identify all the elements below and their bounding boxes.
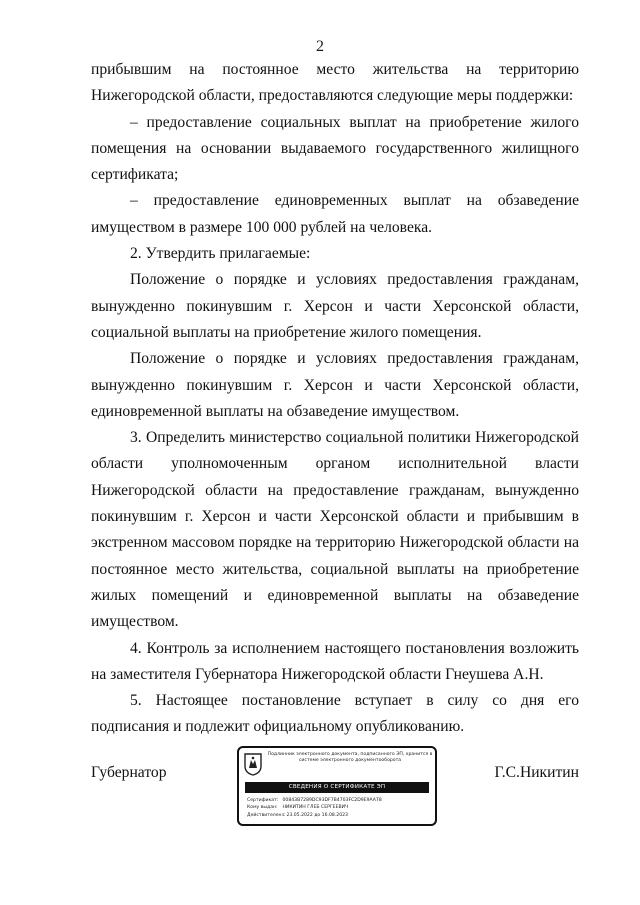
stamp-validity-label: Действителен:	[247, 812, 284, 818]
signature-block	[91, 746, 579, 826]
electronic-signature-stamp	[237, 746, 437, 826]
stamp-certificate-value: 00843B7289DC93DF7B4703FC2D9E9AA78	[282, 798, 382, 803]
paragraph-regulation-housing: Положение о порядке и условиях предоставления гражданам, вынужденно покинувшим г. Херсон и части Херсонской области, социальной выплаты на приобретение жилого помещения.	[91, 271, 579, 341]
signer-position: Губернатор	[91, 764, 167, 781]
stamp-issued-to-value: НИКИТИН ГЛЕБ СЕРГЕЕВИЧ	[282, 805, 349, 811]
stamp-certificate-details	[247, 797, 433, 819]
paragraph-item-5: 5. Настоящее постановление вступает в силу со дня его подписания и подлежит официальному опубликованию.	[91, 692, 579, 736]
paragraph-item-3: 3. Определить министерство социальной политики Нижегородской области уполномоченным органом исполнительной власти Нижегородской области на предоставление гражданам, вынужденно покинувшим г. Херсон и части Херсонской области и прибывшим в экстренном массовом порядке на территорию Нижегородской области на постоянное место жительства, социальной выплаты на приобретение жилых помещений и единовременной выплаты на обзаведение имуществом.	[91, 429, 579, 631]
signer-name: Г.С.Никитин	[494, 764, 579, 781]
paragraph-support-measure-housing: – предоставление социальных выплат на приобретение жилого помещения на основании выдаваемого государственного жилищного сертификата;	[91, 113, 579, 184]
paragraph-support-measure-property: – предоставление единовременных выплат на обзаведение имуществом в размере 100 000 рублей на человека.	[91, 192, 579, 236]
paragraph-item-2: 2. Утвердить прилагаемые:	[130, 245, 311, 263]
stamp-validity-value: с 23.05.2022 до 16.08.2023	[282, 812, 348, 818]
stamp-validity-row	[247, 812, 433, 819]
paragraph-continuation: прибывшим на постоянное место жительства на территорию Нижегородской области, предоставляются следующие меры поддержки:	[91, 61, 579, 105]
stamp-notice: Подлинник электронного документа, подписанного ЭП, хранится в системе электронного документооборота	[267, 752, 433, 763]
coat-of-arms-icon	[243, 752, 263, 776]
stamp-header	[243, 752, 433, 778]
paragraph-item-4: 4. Контроль за исполнением настоящего постановления возложить на заместителя Губернатора Нижегородской области Гнеушева А.Н.	[91, 639, 579, 683]
document-body	[91, 57, 579, 741]
stamp-certificate-label: Сертификат:	[247, 798, 279, 803]
stamp-issued-to-row	[247, 804, 433, 811]
stamp-certificate-row	[247, 797, 433, 804]
page-number: 2	[316, 38, 324, 55]
stamp-certificate-header: СВЕДЕНИЯ О СЕРТИФИКАТЕ ЭП	[245, 782, 429, 793]
stamp-issued-to-label: Кому выдан:	[247, 805, 278, 811]
paragraph-regulation-property: Положение о порядке и условиях предоставления гражданам, вынужденно покинувшим г. Херсон и части Херсонской области, единовременной выплаты на обзаведение имуществом.	[91, 350, 579, 420]
